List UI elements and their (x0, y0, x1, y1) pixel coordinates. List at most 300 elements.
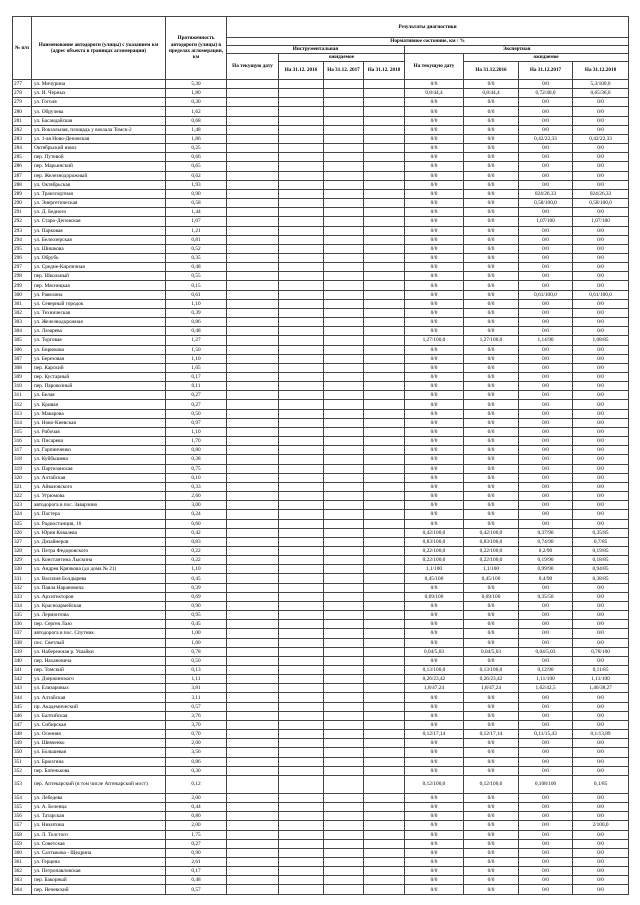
instrumental-2017 (324, 748, 364, 757)
instrumental-2017 (324, 482, 364, 491)
expert-current: 0/0 (405, 253, 464, 262)
table-row (13, 418, 629, 427)
expert-2017: 0/0 (519, 171, 573, 180)
instrumental-current (227, 803, 279, 812)
instrumental-current (227, 409, 279, 418)
row-number: 306 (13, 345, 32, 354)
instrumental-2016 (279, 510, 324, 519)
road-name: ул. Кривая (32, 400, 166, 409)
instrumental-2017 (324, 492, 364, 501)
road-name: ул. Дизайнеров (32, 537, 166, 546)
table-row (13, 290, 629, 299)
expert-current: 0/0 (405, 446, 464, 455)
expert-2018: 0/0 (573, 354, 629, 363)
instrumental-2018 (364, 601, 405, 610)
instrumental-2016 (279, 299, 324, 308)
instrumental-current (227, 144, 279, 153)
instrumental-2017 (324, 244, 364, 253)
road-length: 0,17 (166, 867, 227, 876)
instrumental-current (227, 519, 279, 528)
instrumental-2018 (364, 702, 405, 711)
instrumental-2017 (324, 793, 364, 802)
instrumental-current (227, 730, 279, 739)
road-length: 1,27 (166, 336, 227, 345)
table-row (13, 226, 629, 235)
expert-2016: 0/0 (464, 830, 519, 839)
road-length: 0,27 (166, 391, 227, 400)
instrumental-2018 (364, 327, 405, 336)
expert-2016: 0/0 (464, 308, 519, 317)
row-number: 351 (13, 757, 32, 766)
expert-2016: 0/0 (464, 125, 519, 134)
instrumental-2018 (364, 528, 405, 537)
instrumental-2018 (364, 80, 405, 89)
instrumental-current (227, 455, 279, 464)
road-length: 0,62 (166, 171, 227, 180)
expert-2018: 5,3/100,0 (573, 80, 629, 89)
instrumental-2018 (364, 592, 405, 601)
instrumental-2016 (279, 748, 324, 757)
instrumental-2018 (364, 546, 405, 555)
instrumental-2017 (324, 427, 364, 436)
expert-current: 0/0 (405, 290, 464, 299)
row-number: 315 (13, 427, 32, 436)
instrumental-2018 (364, 308, 405, 317)
instrumental-2016 (279, 876, 324, 885)
row-number: 285 (13, 153, 32, 162)
expert-2016: 0/0 (464, 793, 519, 802)
expert-current: 0/0 (405, 354, 464, 363)
road-name: ул. Гоголя (32, 98, 166, 107)
instrumental-current (227, 656, 279, 665)
instrumental-current (227, 848, 279, 857)
expert-2016: 0/0 (464, 611, 519, 620)
expert-current: 0/0 (405, 473, 464, 482)
instrumental-current (227, 812, 279, 821)
table-row (13, 363, 629, 372)
row-number: 298 (13, 272, 32, 281)
expert-2017: 0/0 (519, 144, 573, 153)
instrumental-current (227, 565, 279, 574)
row-number: 337 (13, 629, 32, 638)
expert-2016: 0/0 (464, 180, 519, 189)
expert-current: 0/0 (405, 583, 464, 592)
table-row (13, 537, 629, 546)
road-name: ул. Айвазовского (32, 482, 166, 491)
expert-2017: 0/0 (519, 757, 573, 766)
road-name: ул. Куйбышева (32, 455, 166, 464)
expert-2017: 0/0 (519, 748, 573, 757)
road-length: 3,70 (166, 720, 227, 729)
instrumental-current (227, 217, 279, 226)
instrumental-2018 (364, 775, 405, 793)
instrumental-current (227, 620, 279, 629)
road-length: 1,05 (166, 363, 227, 372)
row-number: 279 (13, 98, 32, 107)
expert-2017: 0/0 (519, 857, 573, 866)
expert-2017: 0/0 (519, 812, 573, 821)
header-instrumental-2017: На 31.12. 2017 (324, 62, 364, 80)
instrumental-2018 (364, 611, 405, 620)
expert-2016: 0/0 (464, 189, 519, 198)
expert-2017: 0,11/15,43 (519, 730, 573, 739)
road-length: 0,97 (166, 418, 227, 427)
table-row (13, 702, 629, 711)
instrumental-2017 (324, 739, 364, 748)
expert-2017: 0/0 (519, 116, 573, 125)
table-row (13, 107, 629, 116)
row-number: 300 (13, 290, 32, 299)
instrumental-2016 (279, 373, 324, 382)
expert-2016: 0/0 (464, 748, 519, 757)
instrumental-2018 (364, 537, 405, 546)
table-row (13, 281, 629, 290)
instrumental-current (227, 180, 279, 189)
table-row (13, 98, 629, 107)
instrumental-2018 (364, 107, 405, 116)
expert-2018: 0,1/85 (573, 775, 629, 793)
instrumental-2017 (324, 354, 364, 363)
expert-2018: 0/0 (573, 345, 629, 354)
instrumental-2018 (364, 857, 405, 866)
row-number: 363 (13, 876, 32, 885)
instrumental-current (227, 482, 279, 491)
instrumental-2018 (364, 821, 405, 830)
table-row (13, 629, 629, 638)
row-number: 327 (13, 537, 32, 546)
instrumental-current (227, 226, 279, 235)
expert-2016: 1,1/100 (464, 565, 519, 574)
table-row (13, 693, 629, 702)
header-expert-2016: На 31.12.2016 (464, 62, 519, 80)
expert-2016: 0,26/23,42 (464, 675, 519, 684)
road-name: ул. А. Беленца (32, 803, 166, 812)
instrumental-2016 (279, 418, 324, 427)
expert-current: 0/0 (405, 885, 464, 894)
road-length: 0,90 (166, 189, 227, 198)
instrumental-2016 (279, 446, 324, 455)
expert-2017: 0/0 (519, 400, 573, 409)
expert-2018: 0/0 (573, 638, 629, 647)
instrumental-2016 (279, 345, 324, 354)
expert-current: 0/0 (405, 327, 464, 336)
expert-2017: 0/0 (519, 601, 573, 610)
expert-2016: 0/0 (464, 382, 519, 391)
road-name: ул. Петропавловская (32, 867, 166, 876)
road-length: 1,10 (166, 427, 227, 436)
instrumental-current (227, 153, 279, 162)
expert-current: 0/0 (405, 116, 464, 125)
expert-2016: 0/0 (464, 199, 519, 208)
table-row (13, 391, 629, 400)
instrumental-2017 (324, 290, 364, 299)
expert-current: 0/0 (405, 235, 464, 244)
road-name: ул. Гарпинченко (32, 446, 166, 455)
header-expert: Экспертная (405, 46, 629, 54)
instrumental-current (227, 556, 279, 565)
instrumental-2018 (364, 629, 405, 638)
instrumental-2016 (279, 144, 324, 153)
expert-2017: 0,72/40,0 (519, 89, 573, 98)
expert-2018: 0/0 (573, 656, 629, 665)
row-number: 334 (13, 601, 32, 610)
instrumental-2018 (364, 492, 405, 501)
road-length: 1,00 (166, 629, 227, 638)
expert-2017: 0,37/90 (519, 528, 573, 537)
expert-2017: 0/0 (519, 208, 573, 217)
instrumental-2018 (364, 793, 405, 802)
expert-current: 0,42/100,0 (405, 528, 464, 537)
expert-2017: 0/0 (519, 125, 573, 134)
row-number: 314 (13, 418, 32, 427)
instrumental-2018 (364, 473, 405, 482)
instrumental-2016 (279, 757, 324, 766)
instrumental-2016 (279, 290, 324, 299)
road-name: пер. Нахановича (32, 656, 166, 665)
expert-current: 0/0 (405, 437, 464, 446)
instrumental-2018 (364, 409, 405, 418)
expert-2016: 0/0 (464, 327, 519, 336)
instrumental-2017 (324, 556, 364, 565)
expert-current: 0/0 (405, 803, 464, 812)
row-number: 352 (13, 766, 32, 775)
instrumental-2017 (324, 382, 364, 391)
road-length: 0,57 (166, 885, 227, 894)
instrumental-2018 (364, 455, 405, 464)
road-name: ул. Красноармейская (32, 601, 166, 610)
road-name: ул. Техническая (32, 308, 166, 317)
expert-current: 0/0 (405, 757, 464, 766)
table-row (13, 656, 629, 665)
expert-2018: 0/0 (573, 409, 629, 418)
instrumental-2016 (279, 244, 324, 253)
expert-2018: 0,11/85 (573, 666, 629, 675)
expert-2018: 0/0 (573, 693, 629, 702)
instrumental-2016 (279, 739, 324, 748)
table-row (13, 675, 629, 684)
instrumental-2016 (279, 519, 324, 528)
instrumental-2017 (324, 757, 364, 766)
table-row (13, 373, 629, 382)
expert-2018: 0/0 (573, 757, 629, 766)
road-name: ул. Юрия Ковалева (32, 528, 166, 537)
road-name: Октябрьский взвоз (32, 144, 166, 153)
table-row (13, 821, 629, 830)
expert-2016: 0/0 (464, 409, 519, 418)
instrumental-2017 (324, 272, 364, 281)
row-number: 344 (13, 693, 32, 702)
instrumental-2016 (279, 565, 324, 574)
expert-2016: 0/0 (464, 739, 519, 748)
expert-current: 1,27/100,0 (405, 336, 464, 345)
expert-2016: 0/0 (464, 857, 519, 866)
road-name: пер. Нечевский (32, 885, 166, 894)
instrumental-2016 (279, 80, 324, 89)
road-name: ул. Рабочая (32, 427, 166, 436)
instrumental-current (227, 775, 279, 793)
instrumental-2016 (279, 382, 324, 391)
expert-2018: 0/0 (573, 839, 629, 848)
row-number: 343 (13, 684, 32, 693)
instrumental-2018 (364, 501, 405, 510)
table-row (13, 492, 629, 501)
road-name: ул. Герцена (32, 857, 166, 866)
instrumental-2018 (364, 171, 405, 180)
table-row (13, 455, 629, 464)
row-number: 318 (13, 455, 32, 464)
expert-2016: 0/0 (464, 363, 519, 372)
instrumental-current (227, 720, 279, 729)
instrumental-2018 (364, 244, 405, 253)
instrumental-current (227, 235, 279, 244)
road-name: ул. Ново-Киевская (32, 418, 166, 427)
road-length: 3,00 (166, 501, 227, 510)
road-name: пер. Кустарный (32, 373, 166, 382)
table-header (13, 17, 629, 80)
road-name: ул. Писарева (32, 437, 166, 446)
expert-2017: 0/0 (519, 885, 573, 894)
expert-2017: 0/0 (519, 327, 573, 336)
road-length: 0,83 (166, 537, 227, 546)
expert-current: 0/0 (405, 611, 464, 620)
expert-2018: 0/0 (573, 299, 629, 308)
expert-2017: 0/0 (519, 821, 573, 830)
expert-current: 0/0 (405, 793, 464, 802)
instrumental-2016 (279, 693, 324, 702)
expert-2018: 0/0 (573, 848, 629, 857)
expert-current: 0/0 (405, 519, 464, 528)
expert-2018: 1,08/85 (573, 336, 629, 345)
expert-2017: 0/0 (519, 263, 573, 272)
table-row (13, 775, 629, 793)
expert-2017: 024/26,33 (519, 189, 573, 198)
table-row (13, 885, 629, 894)
row-number: 340 (13, 656, 32, 665)
instrumental-2016 (279, 89, 324, 98)
expert-current: 0/0 (405, 125, 464, 134)
instrumental-2018 (364, 199, 405, 208)
road-length: 1,70 (166, 437, 227, 446)
instrumental-2017 (324, 125, 364, 134)
instrumental-2016 (279, 601, 324, 610)
expert-2017: 0/0 (519, 793, 573, 802)
expert-2017: 0/0 (519, 391, 573, 400)
instrumental-current (227, 748, 279, 757)
expert-2017: 0/0 (519, 162, 573, 171)
road-length: 0,39 (166, 583, 227, 592)
instrumental-2017 (324, 199, 364, 208)
expert-current: 0/0 (405, 244, 464, 253)
road-name: пер. Марьинский (32, 162, 166, 171)
expert-2018: 0/0 (573, 144, 629, 153)
expert-2018: 0,61/100,0 (573, 290, 629, 299)
expert-2016: 0,12/100,0 (464, 775, 519, 793)
instrumental-2018 (364, 638, 405, 647)
expert-2016: 0,8/44,4 (464, 89, 519, 98)
expert-2017: 0/0 (519, 492, 573, 501)
instrumental-2016 (279, 793, 324, 802)
header-expert-expected: ожидаемое (464, 54, 629, 62)
road-name: пер. Батенькова (32, 766, 166, 775)
road-length: 0,22 (166, 556, 227, 565)
instrumental-2017 (324, 702, 364, 711)
instrumental-current (227, 473, 279, 482)
expert-2016: 0/0 (464, 373, 519, 382)
expert-2017: 0,4/90 (519, 574, 573, 583)
expert-2016: 0/0 (464, 757, 519, 766)
instrumental-current (227, 290, 279, 299)
road-length: 1,11 (166, 675, 227, 684)
instrumental-2017 (324, 418, 364, 427)
road-name: ул. Средне-Кирпичная (32, 263, 166, 272)
table-row (13, 446, 629, 455)
expert-current: 0/0 (405, 427, 464, 436)
road-name: пер. Сергея Лазо (32, 620, 166, 629)
expert-2017: 0/0 (519, 382, 573, 391)
expert-2016: 0/0 (464, 693, 519, 702)
table-row (13, 876, 629, 885)
expert-current: 0,26/23,42 (405, 675, 464, 684)
instrumental-2017 (324, 601, 364, 610)
expert-2017: 0,99/90 (519, 565, 573, 574)
road-length: 2,00 (166, 821, 227, 830)
table-row (13, 638, 629, 647)
table-row (13, 299, 629, 308)
row-number: 289 (13, 189, 32, 198)
instrumental-current (227, 244, 279, 253)
instrumental-current (227, 675, 279, 684)
expert-current: 0/0 (405, 656, 464, 665)
table-row (13, 601, 629, 610)
table-body (13, 80, 629, 895)
row-number: 333 (13, 592, 32, 601)
table-row (13, 464, 629, 473)
road-name: ул. Петра Федоровского (32, 546, 166, 555)
row-number: 330 (13, 565, 32, 574)
instrumental-2018 (364, 226, 405, 235)
expert-2016: 0/0 (464, 107, 519, 116)
header-instrumental-expected: ожидаемое (279, 54, 405, 62)
instrumental-current (227, 492, 279, 501)
expert-current: 0/0 (405, 821, 464, 830)
instrumental-2016 (279, 409, 324, 418)
road-length: 0,69 (166, 592, 227, 601)
expert-2018: 0/0 (573, 766, 629, 775)
expert-2016: 0/0 (464, 620, 519, 629)
instrumental-current (227, 839, 279, 848)
road-name: ул. Транспортная (32, 189, 166, 198)
expert-2017: 0/0 (519, 235, 573, 244)
instrumental-current (227, 546, 279, 555)
expert-current: 0/0 (405, 318, 464, 327)
expert-2018: 0/0 (573, 620, 629, 629)
instrumental-2016 (279, 327, 324, 336)
instrumental-2018 (364, 876, 405, 885)
row-number: 339 (13, 647, 32, 656)
instrumental-current (227, 666, 279, 675)
instrumental-2016 (279, 647, 324, 656)
expert-current: 1,1/100 (405, 565, 464, 574)
table-row (13, 720, 629, 729)
road-length: 0,86 (166, 318, 227, 327)
expert-current: 0,04/5,03 (405, 647, 464, 656)
expert-2016: 0/0 (464, 601, 519, 610)
header-normative-state: Нормативное состояние, км / % (227, 38, 629, 46)
expert-2016: 0/0 (464, 711, 519, 720)
instrumental-2017 (324, 647, 364, 656)
instrumental-2018 (364, 656, 405, 665)
instrumental-current (227, 373, 279, 382)
